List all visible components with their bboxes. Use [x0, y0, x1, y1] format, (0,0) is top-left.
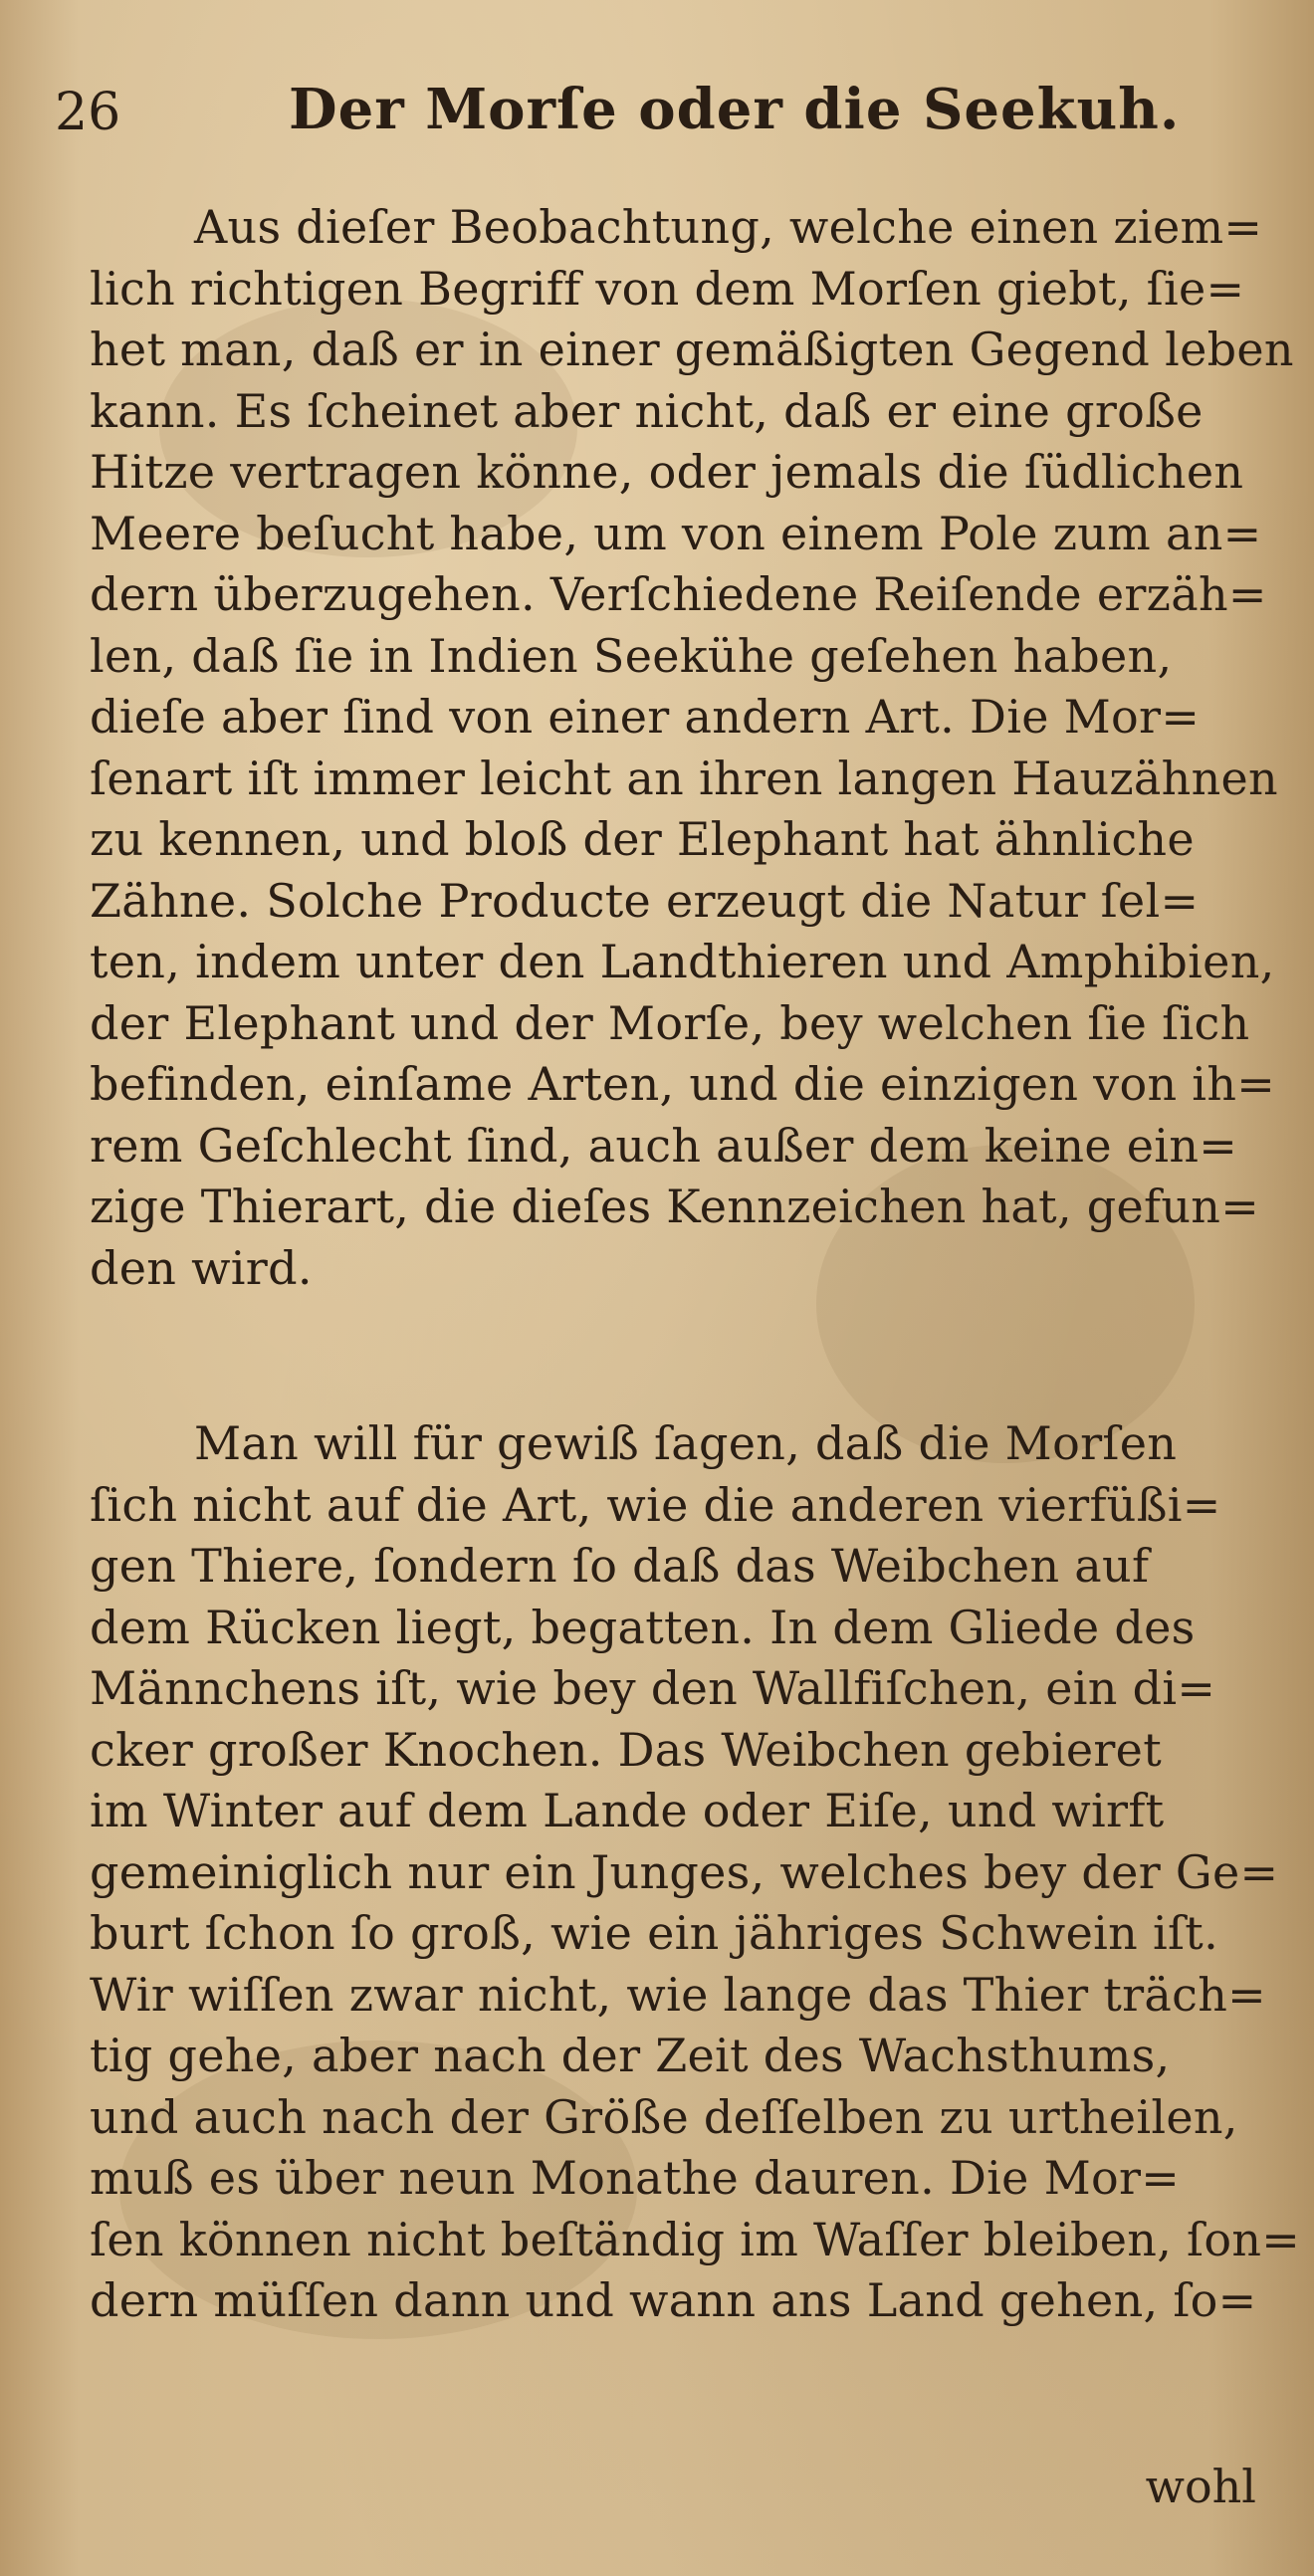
text-line: Hitze vertragen könne, oder jemals die ſüdlichen	[90, 445, 1244, 499]
text-line: Wir wiſſen zwar nicht, wie lange das Thier träch=	[90, 1967, 1266, 2022]
paragraph-2	[90, 1413, 1301, 2332]
text-line: het man, daß er in einer gemäßigten Gegend leben	[90, 322, 1294, 376]
text-line: und auch nach der Größe deſſelben zu urtheilen,	[90, 2089, 1238, 2144]
catchword: wohl	[1145, 2460, 1256, 2513]
paragraph-1	[90, 197, 1294, 1299]
text-line: ſich nicht auf die Art, wie die anderen vierfüßi=	[90, 1477, 1221, 1532]
text-line: ten, indem unter den Landthieren und Amphibien,	[90, 935, 1275, 988]
text-line: dern müſſen dann und wann ans Land gehen, ſo=	[90, 2273, 1257, 2327]
text-line: dern überzugehen. Verſchiedene Reiſende erzäh=	[90, 567, 1267, 621]
text-line: gen Thiere, ſondern ſo daß das Weibchen auf	[90, 1539, 1150, 1593]
text-line: Meere beſucht habe, um von einem Pole zum an=	[90, 506, 1262, 560]
text-line: Aus dieſer Beobachtung, welche einen ziem=	[194, 200, 1263, 254]
text-line: lich richtigen Begriff von dem Morſen giebt, ſie=	[90, 261, 1245, 316]
text-line: befinden, einſame Arten, und die einzigen von ih=	[90, 1057, 1276, 1111]
text-line: den wird.	[90, 1240, 313, 1295]
text-line: zige Thierart, die dieſes Kennzeichen hat, gefun=	[90, 1180, 1260, 1233]
text-line: muß es über neun Monathe dauren. Die Mor=	[90, 2151, 1181, 2205]
text-line: cker großer Knochen. Das Weibchen gebieret	[90, 1722, 1162, 1777]
text-line: len, daß ſie in Indien Seekühe geſehen haben,	[90, 628, 1173, 683]
text-line: der Elephant und der Morſe, bey welchen ſie ſich	[90, 995, 1250, 1050]
text-line: tig gehe, aber nach der Zeit des Wachsthums,	[90, 2029, 1171, 2082]
text-line: dieſe aber ſind von einer andern Art. Die Mor=	[90, 690, 1201, 744]
text-line: gemeiniglich nur ein Junges, welches bey der Ge=	[90, 1844, 1279, 1899]
text-line: ſen können nicht beſtändig im Waſſer bleiben, ſon=	[90, 2212, 1301, 2266]
running-title: Der Morſe oder die Seekuh.	[289, 77, 1181, 142]
text-line: im Winter auf dem Lande oder Eiſe, und wirft	[90, 1784, 1165, 1837]
text-line: zu kennen, und bloß der Elephant hat ähnliche	[90, 812, 1195, 866]
text-line: Männchens iſt, wie bey den Wallfiſchen, ein di=	[90, 1661, 1216, 1715]
text-line: burt ſchon ſo groß, wie ein jähriges Schwein iſt.	[90, 1906, 1218, 1960]
text-line: Zähne. Solche Producte erzeugt die Natur ſel=	[90, 873, 1200, 928]
text-line: Man will für gewiß ſagen, daß die Morſen	[194, 1416, 1178, 1470]
page-header	[55, 70, 1259, 159]
text-line: kann. Es ſcheinet aber nicht, daß er eine große	[90, 383, 1204, 438]
page-number: 26	[55, 83, 121, 142]
text-line: ſenart iſt immer leicht an ihren langen Hauzähnen	[90, 751, 1278, 805]
text-line: dem Rücken liegt, begatten. In dem Gliede des	[90, 1600, 1196, 1654]
text-line: rem Geſchlecht ſind, auch außer dem keine ein=	[90, 1118, 1238, 1173]
